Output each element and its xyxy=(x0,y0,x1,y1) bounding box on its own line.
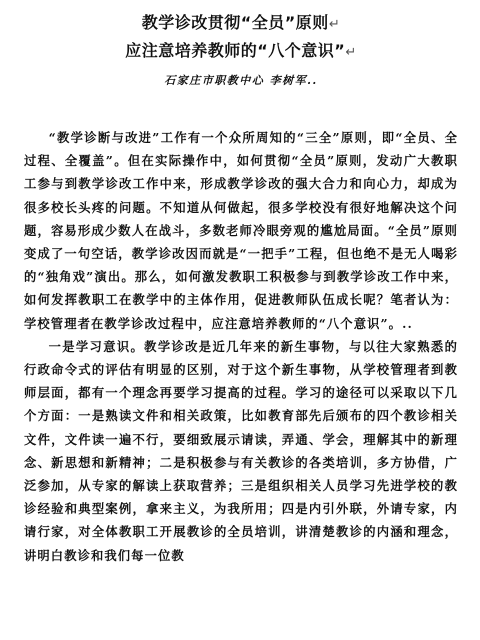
body-paragraph-learning-awareness: 一是学习意识。教学诊改是近几年来的新生事物，与以往大家熟悉的行政命令式的评估有明显的区别，对于这个新生事物，从学校管理者到教师层面，都有一个理念再要学习提高的过程。学习的途径可以采取以下几个方面：一是熟读文件和相关政策，比如教育部先后颁布的四个教诊相关文件，文件读一遍不行，要细致展示请读，弄通、学会，理解其中的新理念、新思想和新精神；二是积极参与有关教诊的各类培训，多方协借，广泛参加，从专家的解读上获取营养；三是组织相关人员学习先进学校的教诊经验和典型案例，拿来主义，为我所用；四是内引外联，外请专家，内请行家，对全体教职工开展教诊的全员培训，讲清楚教诊的内涵和理念，讲明白教诊和我们每一位教 xyxy=(24,338,458,563)
body-paragraph-intro: “教学诊断与改进”工作有一个众所周知的“三全”原则，即“全员、全过程、全覆盖”。但在实际操作中，如何贯彻“全员”原则，发动广大教职工参与到教学诊改工作中来，形成教学诊改的强大合力和向心力，却成为很多校长头疼的问题。不知道从何做起，很多学校没有很好地解决这个问题，容易形成少数人在战斗，多数老师冷眼旁观的尴尬局面。“全员”原则变成了一句空话，教学诊改因而就是“一把手”工程，但也绝不是无人喝彩的“独角戏”演出。那么，如何激发教职工积极参与到教学诊改工作中来，如何发挥教职工在教学中的主体作用，促进教师队伍成长呢？笔者认为：学校管理者在教学诊改过程中，应注意培养教师的“八个意识”。.. xyxy=(24,130,458,331)
title-line-2 xyxy=(24,38,458,66)
title-line-2-text: 应注意培养教师的“八个意识” xyxy=(125,41,346,60)
author-byline: 石家庄市职教中心 李树军.. xyxy=(164,74,318,87)
title-line-1-text: 教学诊改贯彻“全员”原则 xyxy=(141,13,329,32)
return-mark-icon: ↵ xyxy=(328,17,341,32)
title-line-1 xyxy=(24,10,458,38)
return-mark-icon: ↵ xyxy=(345,45,357,60)
